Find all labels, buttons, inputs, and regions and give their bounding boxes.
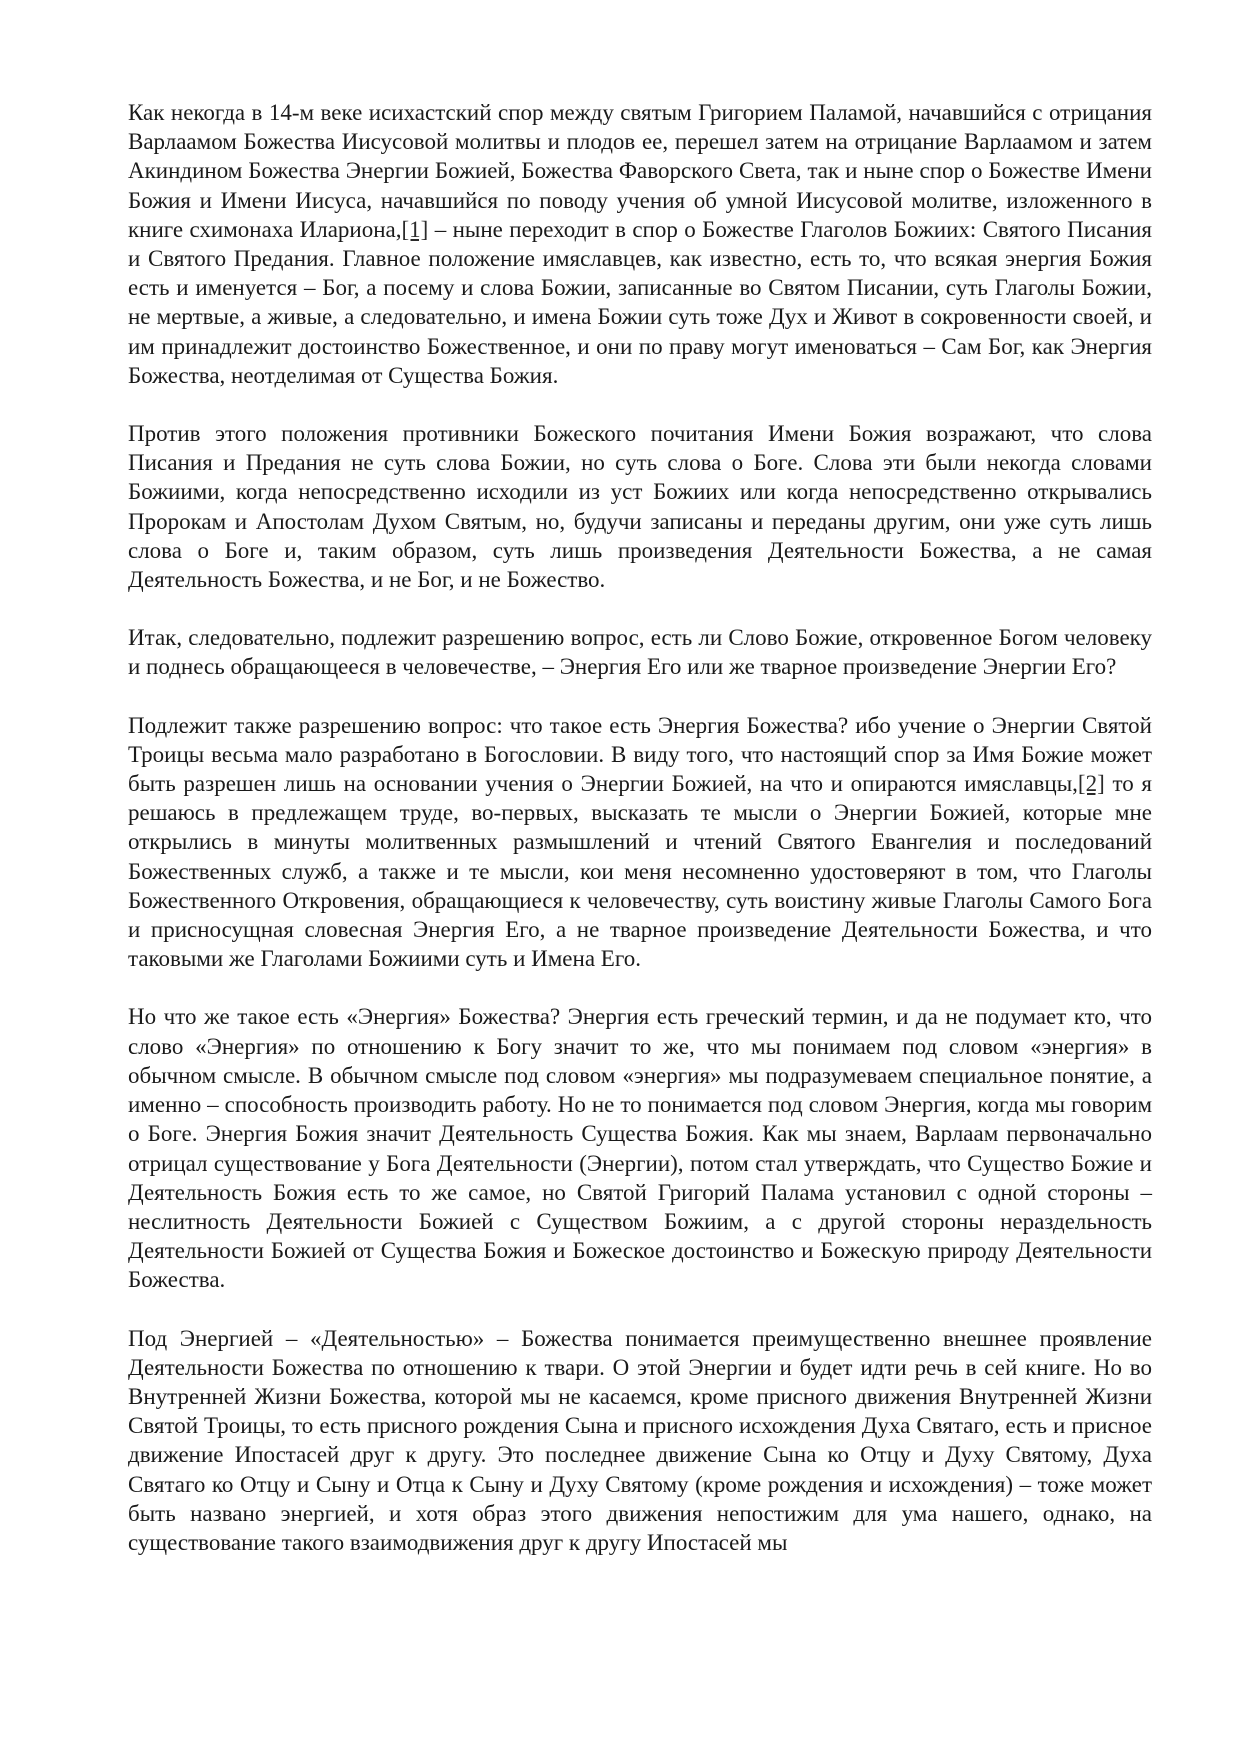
paragraph-4 (128, 711, 1152, 974)
paragraph-text: Итак, следовательно, подлежит разрешению вопрос, есть ли Слово Божие, откровенное Богом человеку и поднесь обращающееся в человечестве, – Энергия Его или же тварное произведение Энергии Его? (128, 625, 1152, 680)
paragraph-3 (128, 623, 1152, 681)
paragraph-text: то я решаюсь в предлежащем труде, во-первых, высказать те мысли о Энергии Божией, которые мне открылись в минуты молитвенных размышлений и чтений Святого Евангелия и последований Божественных служб, а также и те мысли, кои меня несомненно удостоверяют в том, что Глаголы Божественного Откровения, обращающиеся к человечеству, суть воистину живые Глаголы Самого Бога и присносущная словесная Энергия Его, а не тварное произведение Деятельности Божества, и что таковыми же Глаголами Божиими суть и Имена Его. (128, 771, 1152, 972)
paragraph-text: Как некогда в 14-м веке исихастский спор между святым Григорием Паламой, начавшийся с отрицания Варлаамом Божества Иисусовой молитвы и плодов ее, перешел затем на отрицание Варлаамом и затем Акиндином Божества Энергии Божией, Божества Фаворского Света, так и ныне спор о Божестве Имени Божия и Имени Иисуса, начавшийся по поводу учения об умной Иисусовой молитве, изложенного в книге схимонаха Илариона, (128, 100, 1152, 242)
footnote-link-2[interactable]: [2] (1077, 771, 1105, 797)
document-page (128, 98, 1152, 1586)
paragraph-text: Под Энергией – «Деятельностью» – Божества понимается преимущественно внешнее проявление Деятельности Божества по отношению к твари. О этой Энергии и будет идти речь в сей книге. Но во Внутренней Жизни Божества, которой мы не касаемся, кроме присного движения Внутренней Жизни Святой Троицы, то есть присного рождения Сына и присного исхождения Духа Святаго, есть и присное движение Ипостасей друг к другу. Это последнее движение Сына ко Отцу и Духу Святому, Духа Святаго ко Отцу и Сыну и Отца к Сыну и Духу Святому (кроме рождения и исхождения) – тоже может быть названо энергией, и хотя образ этого движения непостижим для ума нашего, однако, на существование такого взаимодвижения друг к другу Ипостасей мы (128, 1325, 1152, 1555)
paragraph-1 (128, 98, 1152, 390)
paragraph-text: Против этого положения противники Божеского почитания Имени Божия возражают, что слова Писания и Предания не суть слова Божии, но суть слова о Боге. Слова эти были некогда словами Божиими, когда непосредственно исходили из уст Божиих или когда непосредственно открывались Пророкам и Апостолам Духом Святым, но, будучи записаны и переданы другим, они уже суть лишь слова о Боге и, таким образом, суть лишь произведения Деятельности Божества, а не самая Деятельность Божества, и не Бог, и не Божество. (128, 421, 1152, 593)
paragraph-text: Но что же такое есть «Энергия» Божества? Энергия есть греческий термин, и да не подумает кто, что слово «Энергия» по отношению к Богу значит то же, что мы понимаем под словом «энергия» в обычном смысле. В обычном смысле под словом «энергия» мы подразумеваем специальное понятие, а именно – способность производить работу. Но не то понимается под словом Энергия, когда мы говорим о Боге. Энергия Божия значит Деятельность Существа Божия. Как мы знаем, Варлаам первоначально отрицал существование у Бога Деятельности (Энергии), потом стал утверждать, что Существо Божие и Деятельность Божия есть то же самое, но Святой Григорий Палама установил с одной стороны – неслитность Деятельности Божией с Существом Божиим, а с другой стороны нераздельность Деятельности Божией от Существа Божия и Божеское достоинство и Божескую природу Деятельности Божества. (128, 1004, 1152, 1293)
paragraph-text: – ныне переходит в спор о Божестве Глаголов Божиих: Святого Писания и Святого Предания. Главное положение имяславцев, как известно, есть то, что всякая энергия Божия есть и именуется – Бог, а посему и слова Божии, записанные во Святом Писании, суть Глаголы Божии, не мертвые, а живые, а следовательно, и имена Божии суть тоже Дух и Живот в сокровенности своей, и им принадлежит достоинство Божественное, и они по праву могут именоваться – Сам Бог, как Энергия Божества, неотделимая от Существа Божия. (128, 216, 1152, 388)
paragraph-5 (128, 1002, 1152, 1294)
footnote-link-1[interactable]: [1] (401, 216, 429, 242)
paragraph-text: Подлежит также разрешению вопрос: что такое есть Энергия Божества? ибо учение о Энергии Святой Троицы весьма мало разработано в Богословии. В виду того, что настоящий спор за Имя Божие может быть разрешен лишь на основании учения о Энергии Божией, на что и опираются имяславцы, (128, 712, 1152, 797)
paragraph-2 (128, 419, 1152, 594)
paragraph-6 (128, 1324, 1152, 1558)
